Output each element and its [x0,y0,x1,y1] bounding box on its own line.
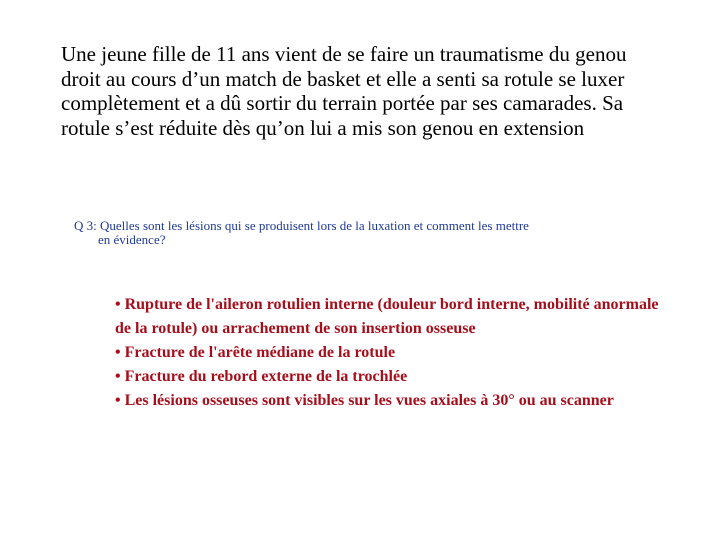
question-line-2: en évidence? [98,232,166,247]
answer-item-patella-fracture: • Fracture de l'arête médiane de la rotule [115,344,396,361]
answer-item-aileron-rupture: • Rupture de l'aileron rotulien interne (douleur bord interne, mobilité anormale de la rotule) ou arrachement de son insertion osseuse [115,296,659,337]
question-text [74,219,674,247]
answer-list [115,293,675,413]
question-line-1: Q 3: Quelles sont les lésions qui se produisent lors de la luxation et comment les mettre [74,218,529,233]
answer-item-imaging: • Les lésions osseuses sont visibles sur les vues axiales à 30° ou au scanner [115,392,614,409]
answer-item-trochlea-fracture: • Fracture du rebord externe de la trochlée [115,368,408,385]
case-description: Une jeune fille de 11 ans vient de se faire un traumatisme du genou droit au cours d’un match de basket et elle a senti sa rotule se luxer complètement et a dû sortir du terrain portée par ses camarades. Sa rotule s’est réduite dès qu’on lui a mis son genou en extension [61,42,627,140]
